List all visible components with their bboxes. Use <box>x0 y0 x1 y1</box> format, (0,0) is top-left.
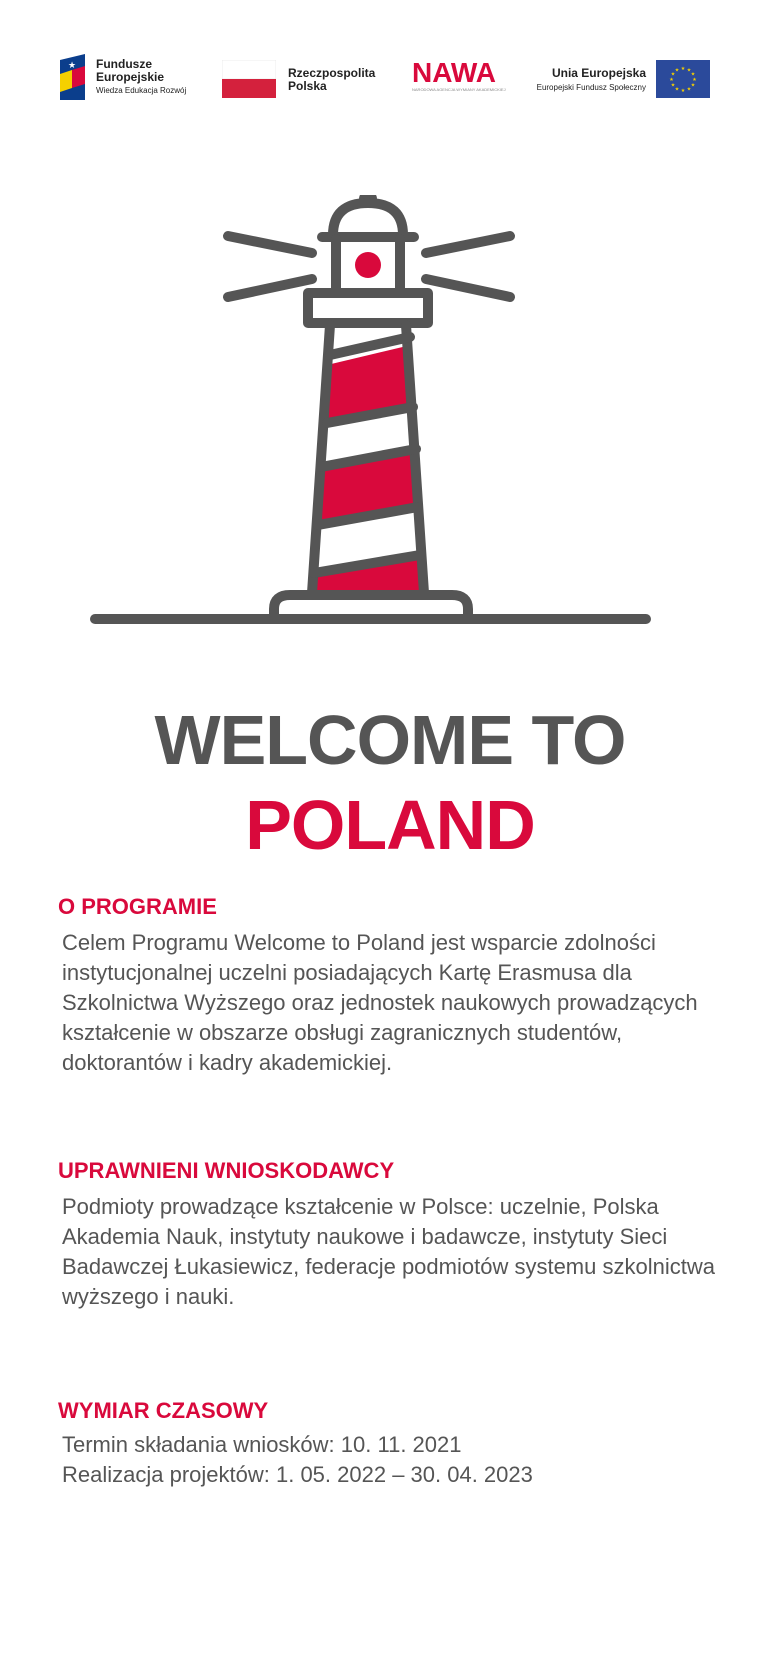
svg-text:★: ★ <box>670 71 676 78</box>
headline-line-2: POLAND <box>245 786 535 864</box>
light-ray-icon <box>426 236 510 253</box>
deadline-line: Termin składania wniosków: 10. 11. 2021 <box>62 1432 462 1457</box>
rzeczpospolita-polska-label: Rzeczpospolita Polska <box>288 66 376 93</box>
eu-flag-icon <box>656 60 710 98</box>
svg-text:★: ★ <box>686 86 692 93</box>
svg-text:★: ★ <box>68 61 77 71</box>
nawa-logo <box>412 58 500 98</box>
svg-text:★: ★ <box>674 86 680 93</box>
svg-text:★: ★ <box>690 71 696 78</box>
fundusze-europejskie-title: Fundusze Europejskie <box>96 57 165 84</box>
svg-text:★: ★ <box>670 82 676 89</box>
light-ray-icon <box>228 236 312 253</box>
headline-line-1: WELCOME TO <box>154 701 626 779</box>
nawa-subtitle: NARODOWA AGENCJA WYMIANY AKADEMICKIEJ <box>412 87 506 92</box>
svg-text:★: ★ <box>692 77 697 83</box>
svg-text:★: ★ <box>690 82 696 89</box>
fundusze-europejskie-icon <box>60 54 85 100</box>
svg-text:★: ★ <box>686 67 692 74</box>
unia-europejska-label: Unia Europejska <box>551 66 646 80</box>
section-text-o-programie: Celem Programu Welcome to Poland jest wsparcie zdolności instytucjonalnej uczelni posiadających Kartę Erasmusa dla Szkolnictwa Wyższego oraz jednostek naukowych prowadzących kształcenie w obszarze obsługi zagranicznych studentów, doktorantów i kadry akademickiej. <box>62 930 698 1075</box>
svg-text:★: ★ <box>674 67 680 74</box>
section-text-wymiar-czasowy <box>62 1430 742 1490</box>
svg-text:NAWA: NAWA <box>412 58 496 88</box>
svg-text:★: ★ <box>680 88 686 94</box>
section-title-o-programie: O PROGRAMIE <box>58 894 217 919</box>
polish-flag-icon <box>222 60 276 98</box>
section-title-wymiar-czasowy: WYMIAR CZASOWY <box>58 1398 269 1423</box>
fundusze-europejskie-subtitle: Wiedza Edukacja Rozwój <box>96 86 187 95</box>
light-ray-icon <box>426 279 510 297</box>
light-icon <box>355 252 381 278</box>
lighthouse-illustration <box>90 195 690 665</box>
section-text-uprawnieni: Podmioty prowadzące kształcenie w Polsce: uczelnie, Polska Akademia Nauk, instytuty naukowe i badawcze, instytuty Sieci Badawczej Łukasiewicz, federacje podmiotów systemu szkolnictwa wyższego i nauki. <box>62 1194 715 1309</box>
project-period-line: Realizacja projektów: 1. 05. 2022 – 30. 04. 2023 <box>62 1462 533 1487</box>
section-title-uprawnieni: UPRAWNIENI WNIOSKODAWCY <box>58 1158 395 1183</box>
efs-label: Europejski Fundusz Społeczny <box>536 83 646 92</box>
logo-bar <box>0 0 780 130</box>
light-ray-icon <box>228 279 312 297</box>
svg-text:★: ★ <box>680 66 686 72</box>
svg-text:★: ★ <box>669 77 674 83</box>
